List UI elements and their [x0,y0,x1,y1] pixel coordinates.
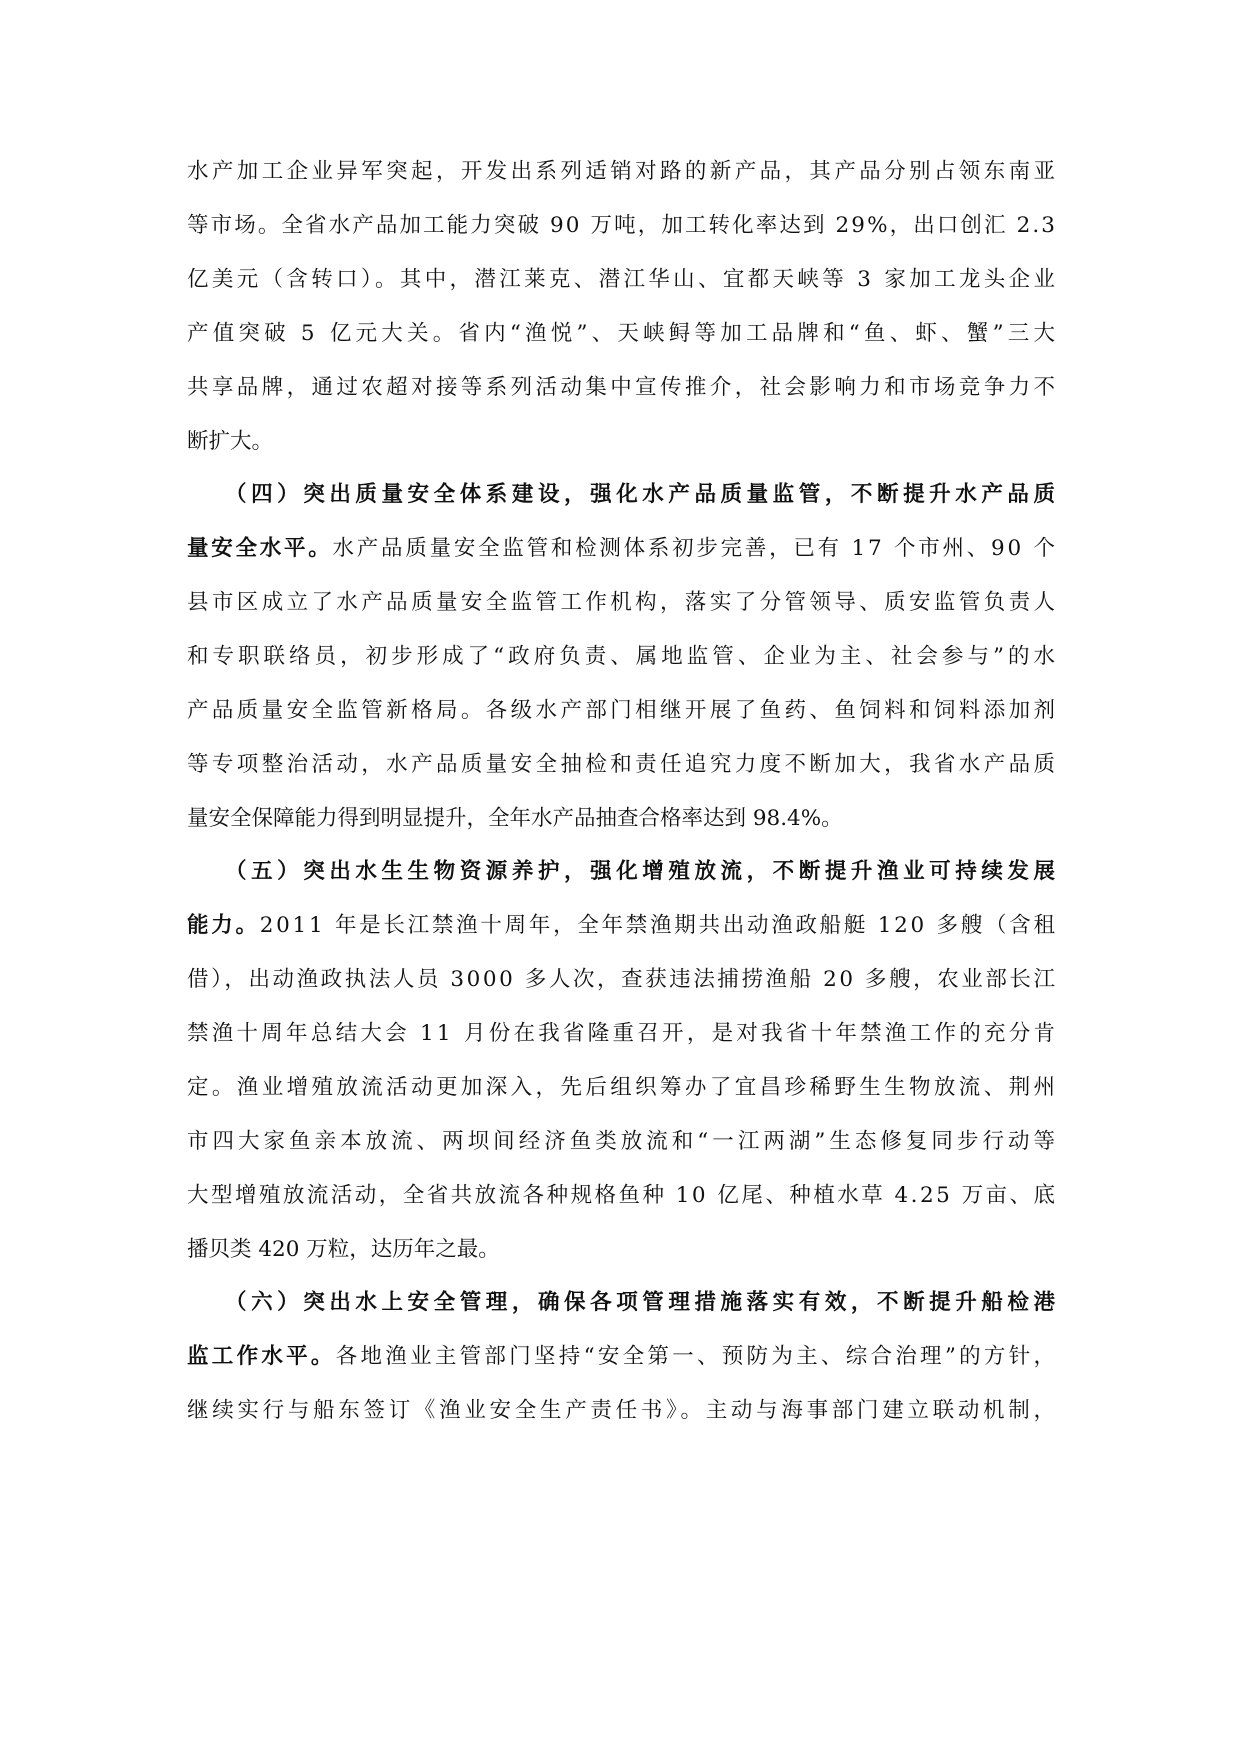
text-line [225,857,1060,887]
text-line [187,1396,1059,1426]
bold-run: （四）突出质量安全体系建设，强化水产品质量监管，不断提升水产品质 [225,482,1060,507]
bold-run: 量安全水平。 [187,536,333,561]
text-line [187,965,1058,995]
text-run: 等专项整治活动，水产品质量安全抽检和责任追究力度不断加大，我省水产品质 [187,752,1059,777]
text-run: 播贝类 420 万粒，达历年之最。 [187,1237,500,1262]
text-run: 量安全保障能力得到明显提升，全年水产品抽查合格率达到 98.4%。 [187,806,843,831]
text-run: 各地渔业主管部门坚持“安全第一、预防为主、综合治理”的方针， [335,1344,1059,1369]
text-run: 2011 年是长江禁渔十周年，全年禁渔期共出动渔政船艇 120 多艘（含租 [259,913,1058,938]
bold-run: 能力。 [187,913,260,938]
text-run: 水产加工企业异军突起，开发出系列适销对路的新产品，其产品分别占领东南亚 [187,159,1059,184]
text-run: 县市区成立了水产品质量安全监管工作机构，落实了分管领导、质安监管负责人 [187,590,1059,615]
text-run: 大型增殖放流活动，全省共放流各种规格鱼种 10 亿尾、种植水草 4.25 万亩、底 [187,1183,1058,1208]
text-line [187,804,843,834]
text-run: 产品质量安全监管新格局。各级水产部门相继开展了鱼药、鱼饲料和饲料添加剂 [187,698,1059,723]
text-run: 和专职联络员，初步形成了“政府负责、属地监管、企业为主、社会参与”的水 [187,644,1060,669]
text-line [187,534,1058,564]
text-line [187,319,1059,349]
text-run: 等市场。全省水产品加工能力突破 90 万吨，加工转化率达到 29%，出口创汇 2.3 [187,213,1058,238]
text-line [187,911,1058,941]
text-run: 继续实行与船东签订《渔业安全生产责任书》。主动与海事部门建立联动机制， [187,1398,1059,1423]
text-line [187,1019,1058,1049]
text-line [187,750,1058,780]
bold-run: （五）突出水生生物资源养护，强化增殖放流，不断提升渔业可持续发展 [225,859,1060,884]
text-line [187,157,1058,187]
text-line [187,1342,1058,1372]
text-line [187,588,1058,618]
text-run: 借），出动渔政执法人员 3000 多人次，查获违法捕捞渔船 20 多艘，农业部长江 [187,967,1058,992]
text-line [187,1181,1057,1211]
bold-run: （六）突出水上安全管理，确保各项管理措施落实有效，不断提升船检港 [225,1290,1060,1315]
text-line [225,1288,1060,1318]
text-line [187,1073,1058,1103]
text-run: 共享品牌，通过农超对接等系列活动集中宣传推介，社会影响力和市场竞争力不 [187,375,1059,400]
text-run: 水产品质量安全监管和检测体系初步完善，已有 17 个市州、90 个 [332,536,1058,561]
bold-run: 监工作水平。 [187,1344,336,1369]
text-run: 市四大家鱼亲本放流、两坝间经济鱼类放流和“一江两湖”生态修复同步行动等 [187,1129,1060,1154]
text-run: 定。渔业增殖放流活动更加深入，先后组织筹办了宜昌珍稀野生生物放流、荆州 [187,1075,1059,1100]
text-line [187,696,1058,726]
text-line [187,211,1057,241]
text-line [187,1127,1059,1157]
text-line [187,1235,500,1265]
text-line [225,480,1060,510]
text-line [187,642,1059,672]
text-line [187,427,273,457]
text-line [187,265,1058,295]
text-run: 产值突破 5 亿元大关。省内“渔悦”、天峡鲟等加工品牌和“鱼、虾、蟹”三大 [187,321,1060,346]
text-line [187,373,1058,403]
text-run: 断扩大。 [187,429,274,454]
text-run: 亿美元（含转口）。其中，潜江莱克、潜江华山、宜都天峡等 3 家加工龙头企业 [187,267,1059,292]
text-run: 禁渔十周年总结大会 11 月份在我省隆重召开，是对我省十年禁渔工作的充分肯 [187,1021,1059,1046]
